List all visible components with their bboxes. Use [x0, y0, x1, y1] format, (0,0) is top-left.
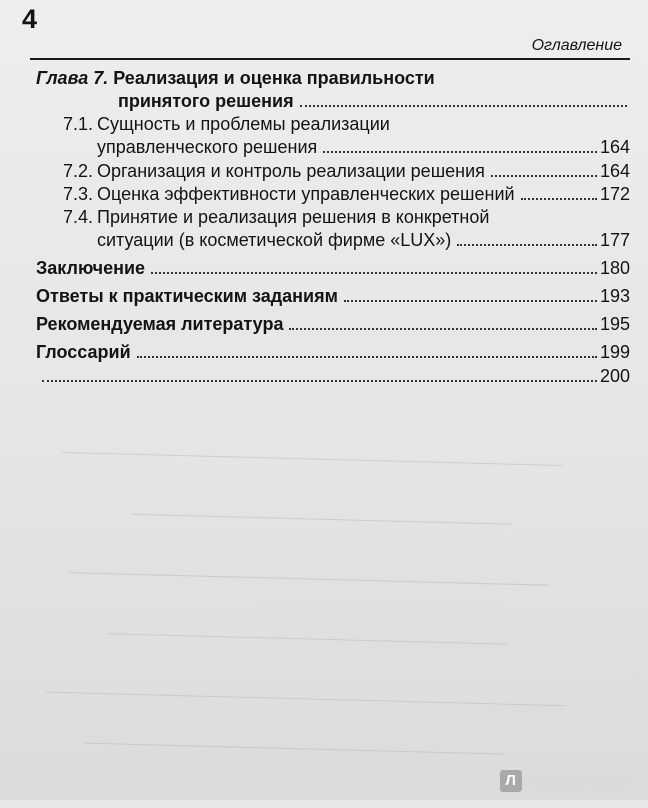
labyrinth-logo-icon: Л: [500, 770, 522, 792]
dot-leader: [289, 328, 596, 330]
running-header: Оглавление: [531, 37, 622, 54]
toc-entry-7-1-cont: управленческого решения 164: [97, 137, 630, 157]
toc-entry-7-3: 7.3. Оценка эффективности управленческих решений 172: [63, 184, 630, 204]
toc-entry-conclusion: Заключение 180: [36, 258, 630, 278]
toc-entry-literature: Рекомендуемая литература 195: [36, 314, 630, 334]
chapter-title-line2: принятого решения: [118, 91, 630, 112]
chapter-title-line1: Глава 7. Реализация и оценка правильности: [36, 68, 435, 88]
toc-entry-glossary: Глоссарий 199: [36, 342, 630, 362]
dot-leader: [491, 175, 597, 177]
toc-entry-7-2: 7.2. Организация и контроль реализации решения 164: [63, 161, 630, 181]
toc-entry-7-4-cont: ситуации (в косметической фирме «LUX») 177: [97, 230, 630, 250]
toc-entry-7-1: 7.1. Сущность и проблемы реализации: [63, 114, 390, 134]
page-number: 4: [22, 4, 38, 34]
toc-entry-answers: Ответы к практическим заданиям 193: [36, 286, 630, 306]
dot-leader: [323, 151, 597, 153]
watermark-logo: [500, 770, 628, 792]
dot-leader: [300, 105, 627, 107]
toc-entry-7-4: 7.4. Принятие и реализация решения в конкретной: [63, 207, 490, 227]
header-rule: [30, 58, 630, 60]
dot-leader: [521, 198, 597, 200]
dot-leader: [137, 356, 597, 358]
dot-leader: [457, 244, 597, 246]
watermark-text: лабиринт.ру: [525, 771, 628, 790]
dot-leader: [42, 380, 597, 382]
toc-entry-last: 200: [36, 366, 630, 387]
dot-leader: [344, 300, 597, 302]
dot-leader: [151, 272, 597, 274]
chapter-label: Глава 7.: [36, 68, 109, 88]
